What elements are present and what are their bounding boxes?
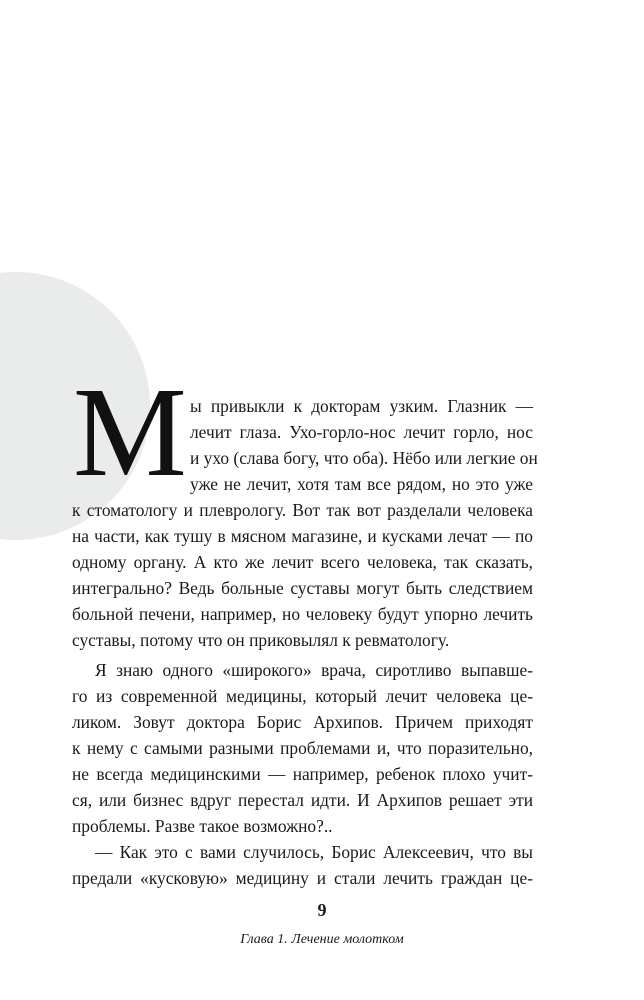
text-line-19: предали «кусковую» медицину и стали лечить граждан це- bbox=[72, 868, 533, 888]
text-line-6: на части, как тушу в мясном магазине, и кусками лечат — по bbox=[72, 526, 533, 546]
text-line-16: ся, или бизнес вдруг перестал идти. И Архипов решает эти bbox=[72, 790, 533, 810]
text-line-5: к стоматологу и плеврологу. Вот так вот разделали человека bbox=[72, 500, 533, 520]
text-line-1: ы привыкли к докторам узким. Глазник — bbox=[190, 396, 533, 416]
text-line-7: одному органу. А кто же лечит всего человека, так сказать, bbox=[72, 552, 533, 572]
text-line-4: уже не лечит, хотя там все рядом, но это уже bbox=[190, 474, 533, 494]
chapter-title: Глава 1. Лечение молотком bbox=[240, 932, 404, 947]
text-line-10: суставы, потому что он приковылял к ревматологу. bbox=[72, 630, 450, 650]
text-line-13: ликом. Зовут доктора Борис Архипов. Причем приходят bbox=[72, 712, 533, 732]
text-line-9: больной печени, например, но человеку будут упорно лечить bbox=[72, 604, 533, 624]
text-line-3: и ухо (слава богу, что оба). Нёбо или легкие он bbox=[190, 448, 538, 468]
text-line-11: Я знаю одного «широкого» врача, сиротливо выпавше- bbox=[95, 660, 533, 680]
page-number: 9 bbox=[317, 900, 327, 920]
text-line-18: — Как это с вами случилось, Борис Алексеевич, что вы bbox=[95, 842, 533, 862]
text-line-12: го из современной медицины, который лечит человека це- bbox=[72, 686, 533, 706]
text-line-17: проблемы. Разве такое возможно?.. bbox=[72, 816, 333, 836]
text-line-14: к нему с самыми разными проблемами и, что поразительно, bbox=[72, 738, 533, 758]
text-line-2: лечит глаза. Ухо-горло-нос лечит горло, нос bbox=[190, 422, 533, 442]
text-line-8: интегрально? Ведь больные суставы могут быть следствием bbox=[72, 578, 533, 598]
text-line-15: не всегда медицинскими — например, ребенок плохо учит- bbox=[72, 764, 533, 784]
drop-cap-letter: М bbox=[73, 361, 185, 503]
